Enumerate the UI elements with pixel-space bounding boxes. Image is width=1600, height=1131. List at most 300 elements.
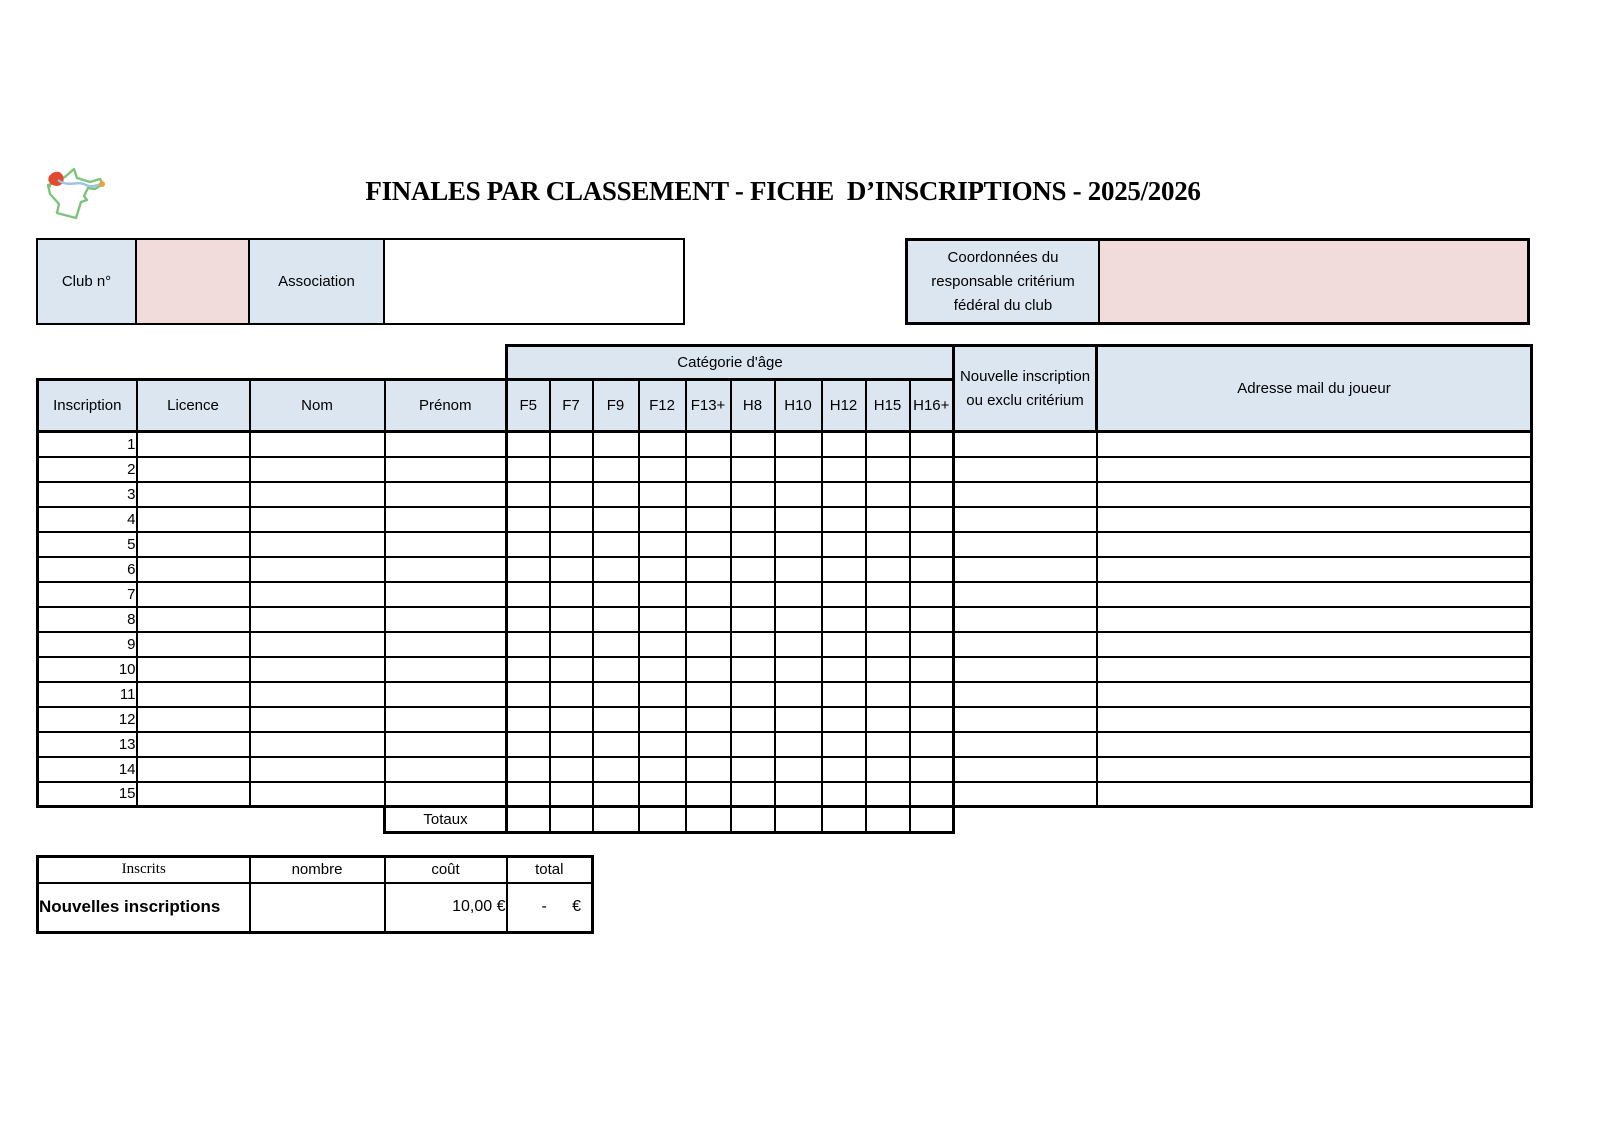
category-cell-h16+[interactable] xyxy=(910,757,954,782)
category-group-header: Catégorie d'âge xyxy=(507,346,954,380)
nouvelle-inscription-cell[interactable] xyxy=(954,557,1097,582)
category-cell-f5[interactable] xyxy=(507,757,550,782)
category-cell-f7[interactable] xyxy=(550,457,593,482)
row-number: 14 xyxy=(38,757,137,782)
adresse-mail-cell[interactable] xyxy=(1097,682,1532,707)
category-cell-h10[interactable] xyxy=(775,507,822,532)
total-header: total xyxy=(507,857,593,883)
category-cell-f7[interactable] xyxy=(550,732,593,757)
category-cell-h15[interactable] xyxy=(866,582,910,607)
header-spacer xyxy=(38,346,507,380)
category-cell-f7[interactable] xyxy=(550,682,593,707)
table-row-4 xyxy=(38,507,1532,532)
licence-cell[interactable] xyxy=(137,457,250,482)
category-cell-h12[interactable] xyxy=(822,607,866,632)
category-cell-h12[interactable] xyxy=(822,632,866,657)
category-cell-f12[interactable] xyxy=(639,532,686,557)
category-cell-h10[interactable] xyxy=(775,757,822,782)
category-cell-h12[interactable] xyxy=(822,757,866,782)
nom-cell[interactable] xyxy=(250,482,385,507)
category-cell-h8[interactable] xyxy=(731,682,775,707)
category-cell-h10[interactable] xyxy=(775,782,822,807)
nouvelle-inscription-cell[interactable] xyxy=(954,482,1097,507)
category-cell-f5[interactable] xyxy=(507,457,550,482)
licence-cell[interactable] xyxy=(137,632,250,657)
category-cell-f7[interactable] xyxy=(550,632,593,657)
category-header-h16+: H16+ xyxy=(910,380,954,432)
licence-cell[interactable] xyxy=(137,657,250,682)
category-cell-h10[interactable] xyxy=(775,482,822,507)
table-row-13 xyxy=(38,732,1532,757)
inscription-table xyxy=(36,344,1533,834)
total-dash: - xyxy=(541,898,547,916)
category-cell-f13+[interactable] xyxy=(686,782,731,807)
category-cell-f13+[interactable] xyxy=(686,582,731,607)
category-cell-h16+[interactable] xyxy=(910,457,954,482)
category-cell-h8[interactable] xyxy=(731,582,775,607)
prenom-cell[interactable] xyxy=(385,682,507,707)
category-header-f7: F7 xyxy=(550,380,593,432)
category-cell-h16+[interactable] xyxy=(910,482,954,507)
responsable-label: Coordonnées du responsable critérium fédéral du club xyxy=(908,241,1098,322)
category-cell-f7[interactable] xyxy=(550,507,593,532)
category-cell-f13+[interactable] xyxy=(686,432,731,457)
category-cell-f12[interactable] xyxy=(639,432,686,457)
category-cell-h8[interactable] xyxy=(731,732,775,757)
prenom-cell[interactable] xyxy=(385,582,507,607)
adresse-mail-cell[interactable] xyxy=(1097,707,1532,732)
category-cell-f12[interactable] xyxy=(639,707,686,732)
nouvelle-inscription-cell[interactable] xyxy=(954,732,1097,757)
category-cell-h15[interactable] xyxy=(866,682,910,707)
category-cell-h10[interactable] xyxy=(775,532,822,557)
category-cell-h10[interactable] xyxy=(775,657,822,682)
category-cell-h12[interactable] xyxy=(822,682,866,707)
licence-cell[interactable] xyxy=(137,707,250,732)
nom-cell[interactable] xyxy=(250,582,385,607)
category-cell-h15[interactable] xyxy=(866,607,910,632)
nouvelle-inscription-cell[interactable] xyxy=(954,507,1097,532)
table-row-3 xyxy=(38,482,1532,507)
category-cell-f7[interactable] xyxy=(550,607,593,632)
row-number: 15 xyxy=(38,782,137,807)
adresse-mail-cell[interactable] xyxy=(1097,532,1532,557)
nouvelle-inscription-cell[interactable] xyxy=(954,632,1097,657)
summary-table xyxy=(36,855,594,934)
row-number: 6 xyxy=(38,557,137,582)
licence-header: Licence xyxy=(137,380,250,432)
category-cell-h15[interactable] xyxy=(866,657,910,682)
cout-header: coût xyxy=(385,857,507,883)
category-cell-f5[interactable] xyxy=(507,582,550,607)
adresse-mail-cell[interactable] xyxy=(1097,657,1532,682)
total-cell-h10 xyxy=(775,807,822,833)
table-row-7 xyxy=(38,582,1532,607)
category-cell-h16+[interactable] xyxy=(910,557,954,582)
total-cell-h12 xyxy=(822,807,866,833)
category-cell-f5[interactable] xyxy=(507,507,550,532)
adresse-mail-cell[interactable] xyxy=(1097,507,1532,532)
category-cell-f13+[interactable] xyxy=(686,557,731,582)
category-cell-h10[interactable] xyxy=(775,457,822,482)
adresse-mail-cell[interactable] xyxy=(1097,782,1532,807)
category-cell-f5[interactable] xyxy=(507,782,550,807)
category-cell-f13+[interactable] xyxy=(686,657,731,682)
association-input[interactable] xyxy=(383,240,683,323)
category-cell-f13+[interactable] xyxy=(686,757,731,782)
category-cell-h8[interactable] xyxy=(731,707,775,732)
category-cell-h15[interactable] xyxy=(866,782,910,807)
licence-cell[interactable] xyxy=(137,557,250,582)
adresse-mail-cell[interactable] xyxy=(1097,457,1532,482)
category-cell-f13+[interactable] xyxy=(686,707,731,732)
category-cell-h10[interactable] xyxy=(775,557,822,582)
category-cell-h10[interactable] xyxy=(775,682,822,707)
table-row-11 xyxy=(38,682,1532,707)
category-cell-f12[interactable] xyxy=(639,607,686,632)
table-row-9 xyxy=(38,632,1532,657)
category-cell-f7[interactable] xyxy=(550,757,593,782)
category-cell-f12[interactable] xyxy=(639,732,686,757)
category-cell-h15[interactable] xyxy=(866,507,910,532)
prenom-cell[interactable] xyxy=(385,732,507,757)
category-cell-h10[interactable] xyxy=(775,632,822,657)
category-cell-f5[interactable] xyxy=(507,607,550,632)
category-cell-h12[interactable] xyxy=(822,782,866,807)
category-cell-h10[interactable] xyxy=(775,432,822,457)
category-cell-h8[interactable] xyxy=(731,457,775,482)
association-label: Association xyxy=(248,240,383,323)
category-band-row xyxy=(38,346,1532,380)
category-cell-h16+[interactable] xyxy=(910,682,954,707)
category-cell-h16+[interactable] xyxy=(910,607,954,632)
table-row-8 xyxy=(38,607,1532,632)
category-header-f5: F5 xyxy=(507,380,550,432)
prenom-cell[interactable] xyxy=(385,507,507,532)
category-cell-f9[interactable] xyxy=(593,657,639,682)
table-row-6 xyxy=(38,557,1532,582)
nouvelle-inscription-cell[interactable] xyxy=(954,457,1097,482)
category-cell-f9[interactable] xyxy=(593,782,639,807)
prenom-cell[interactable] xyxy=(385,432,507,457)
category-cell-f5[interactable] xyxy=(507,657,550,682)
category-cell-f9[interactable] xyxy=(593,457,639,482)
row-number: 12 xyxy=(38,707,137,732)
row-number: 4 xyxy=(38,507,137,532)
row-number: 2 xyxy=(38,457,137,482)
club-number-input[interactable] xyxy=(135,240,248,323)
inscrits-header: Inscrits xyxy=(38,857,250,883)
nom-cell[interactable] xyxy=(250,657,385,682)
category-cell-f9[interactable] xyxy=(593,682,639,707)
category-cell-f9[interactable] xyxy=(593,757,639,782)
total-cell-f7 xyxy=(550,807,593,833)
category-cell-f12[interactable] xyxy=(639,482,686,507)
nom-cell[interactable] xyxy=(250,532,385,557)
category-cell-f9[interactable] xyxy=(593,707,639,732)
category-cell-h8[interactable] xyxy=(731,632,775,657)
category-cell-f5[interactable] xyxy=(507,707,550,732)
category-cell-f9[interactable] xyxy=(593,507,639,532)
totals-left-spacer xyxy=(38,807,385,833)
prenom-cell[interactable] xyxy=(385,607,507,632)
prenom-cell[interactable] xyxy=(385,557,507,582)
category-cell-h15[interactable] xyxy=(866,557,910,582)
category-cell-f12[interactable] xyxy=(639,757,686,782)
category-cell-h15[interactable] xyxy=(866,457,910,482)
category-cell-f5[interactable] xyxy=(507,432,550,457)
licence-cell[interactable] xyxy=(137,732,250,757)
category-cell-h15[interactable] xyxy=(866,532,910,557)
category-cell-h16+[interactable] xyxy=(910,732,954,757)
prenom-cell[interactable] xyxy=(385,782,507,807)
category-cell-f12[interactable] xyxy=(639,507,686,532)
adresse-mail-cell[interactable] xyxy=(1097,607,1532,632)
category-cell-f5[interactable] xyxy=(507,532,550,557)
category-cell-h15[interactable] xyxy=(866,732,910,757)
category-cell-f13+[interactable] xyxy=(686,532,731,557)
category-cell-f12[interactable] xyxy=(639,657,686,682)
category-cell-h12[interactable] xyxy=(822,657,866,682)
page-title: FINALES PAR CLASSEMENT - FICHE D’INSCRIPTIONS - 2025/2026 xyxy=(365,176,1201,206)
licence-cell[interactable] xyxy=(137,532,250,557)
category-cell-f12[interactable] xyxy=(639,782,686,807)
nom-cell[interactable] xyxy=(250,557,385,582)
total-cell-f9 xyxy=(593,807,639,833)
category-header-h12: H12 xyxy=(822,380,866,432)
category-cell-h15[interactable] xyxy=(866,632,910,657)
table-row-12 xyxy=(38,707,1532,732)
category-cell-f7[interactable] xyxy=(550,657,593,682)
inscription-rows xyxy=(38,432,1532,807)
nouvelle-inscription-header: Nouvelle inscription ou exclu critérium xyxy=(954,346,1097,432)
nom-cell[interactable] xyxy=(250,632,385,657)
total-value xyxy=(507,883,593,933)
row-number: 7 xyxy=(38,582,137,607)
table-row-14 xyxy=(38,757,1532,782)
nouvelle-inscription-cell[interactable] xyxy=(954,782,1097,807)
category-cell-f9[interactable] xyxy=(593,732,639,757)
table-row-5 xyxy=(38,532,1532,557)
category-cell-f13+[interactable] xyxy=(686,507,731,532)
category-cell-h12[interactable] xyxy=(822,432,866,457)
category-cell-h16+[interactable] xyxy=(910,782,954,807)
category-cell-f13+[interactable] xyxy=(686,482,731,507)
row-number: 5 xyxy=(38,532,137,557)
category-cell-f9[interactable] xyxy=(593,582,639,607)
nom-cell[interactable] xyxy=(250,682,385,707)
category-cell-f5[interactable] xyxy=(507,732,550,757)
category-cell-h12[interactable] xyxy=(822,582,866,607)
category-header-h15: H15 xyxy=(866,380,910,432)
adresse-mail-cell[interactable] xyxy=(1097,732,1532,757)
category-cell-h15[interactable] xyxy=(866,432,910,457)
category-cell-f9[interactable] xyxy=(593,632,639,657)
nouvelle-inscription-cell[interactable] xyxy=(954,582,1097,607)
nom-cell[interactable] xyxy=(250,607,385,632)
category-cell-f5[interactable] xyxy=(507,482,550,507)
category-cell-h8[interactable] xyxy=(731,607,775,632)
category-cell-f12[interactable] xyxy=(639,632,686,657)
category-cell-f7[interactable] xyxy=(550,582,593,607)
category-cell-f13+[interactable] xyxy=(686,457,731,482)
category-cell-f7[interactable] xyxy=(550,557,593,582)
adresse-mail-cell[interactable] xyxy=(1097,482,1532,507)
total-cell-h15 xyxy=(866,807,910,833)
category-cell-f12[interactable] xyxy=(639,457,686,482)
adresse-mail-cell[interactable] xyxy=(1097,582,1532,607)
nom-cell[interactable] xyxy=(250,707,385,732)
nouvelle-inscription-cell[interactable] xyxy=(954,607,1097,632)
row-number: 3 xyxy=(38,482,137,507)
category-cell-f5[interactable] xyxy=(507,682,550,707)
category-cell-h8[interactable] xyxy=(731,482,775,507)
inscription-header: Inscription xyxy=(38,380,137,432)
category-cell-f9[interactable] xyxy=(593,482,639,507)
category-cell-h16+[interactable] xyxy=(910,532,954,557)
total-currency: € xyxy=(572,898,581,916)
adresse-mail-cell[interactable] xyxy=(1097,757,1532,782)
nouvelles-inscriptions-label: Nouvelles inscriptions xyxy=(38,883,250,933)
adresse-mail-header: Adresse mail du joueur xyxy=(1097,346,1532,432)
category-cell-f7[interactable] xyxy=(550,482,593,507)
table-row-1 xyxy=(38,432,1532,457)
category-cell-f5[interactable] xyxy=(507,557,550,582)
category-cell-h8[interactable] xyxy=(731,657,775,682)
club-association-box xyxy=(36,238,685,325)
category-cell-h8[interactable] xyxy=(731,532,775,557)
nouvelle-inscription-cell[interactable] xyxy=(954,707,1097,732)
category-cell-f13+[interactable] xyxy=(686,632,731,657)
totals-right-ghost xyxy=(954,807,1532,833)
nom-cell[interactable] xyxy=(250,457,385,482)
category-cell-h10[interactable] xyxy=(775,732,822,757)
summary-header-row xyxy=(38,857,593,883)
category-cell-f12[interactable] xyxy=(639,582,686,607)
totals-label: Totaux xyxy=(385,807,507,833)
category-cell-h15[interactable] xyxy=(866,482,910,507)
category-cell-h12[interactable] xyxy=(822,457,866,482)
category-cell-h8[interactable] xyxy=(731,782,775,807)
responsable-box xyxy=(905,238,1530,325)
category-cell-f9[interactable] xyxy=(593,532,639,557)
category-cell-h12[interactable] xyxy=(822,532,866,557)
category-cell-h12[interactable] xyxy=(822,507,866,532)
row-number: 10 xyxy=(38,657,137,682)
category-cell-h8[interactable] xyxy=(731,507,775,532)
licence-cell[interactable] xyxy=(137,482,250,507)
category-cell-f13+[interactable] xyxy=(686,732,731,757)
table-row-2 xyxy=(38,457,1532,482)
category-cell-h12[interactable] xyxy=(822,732,866,757)
category-header-h10: H10 xyxy=(775,380,822,432)
category-cell-f13+[interactable] xyxy=(686,607,731,632)
prenom-cell[interactable] xyxy=(385,457,507,482)
category-cell-h16+[interactable] xyxy=(910,582,954,607)
responsable-input[interactable] xyxy=(1098,241,1527,322)
category-cell-h10[interactable] xyxy=(775,582,822,607)
nom-cell[interactable] xyxy=(250,782,385,807)
nouvelle-inscription-cell[interactable] xyxy=(954,657,1097,682)
category-cell-h15[interactable] xyxy=(866,707,910,732)
nom-cell[interactable] xyxy=(250,732,385,757)
prenom-cell[interactable] xyxy=(385,757,507,782)
nouvelle-inscription-cell[interactable] xyxy=(954,532,1097,557)
adresse-mail-cell[interactable] xyxy=(1097,432,1532,457)
nom-cell[interactable] xyxy=(250,507,385,532)
licence-cell[interactable] xyxy=(137,582,250,607)
nouvelle-inscription-cell[interactable] xyxy=(954,757,1097,782)
category-cell-h12[interactable] xyxy=(822,707,866,732)
nom-header: Nom xyxy=(250,380,385,432)
category-cell-h8[interactable] xyxy=(731,757,775,782)
prenom-cell[interactable] xyxy=(385,707,507,732)
category-cell-h16+[interactable] xyxy=(910,632,954,657)
category-cell-f7[interactable] xyxy=(550,782,593,807)
total-cell-f13+ xyxy=(686,807,731,833)
category-cell-f7[interactable] xyxy=(550,707,593,732)
category-cell-h10[interactable] xyxy=(775,607,822,632)
adresse-mail-cell[interactable] xyxy=(1097,557,1532,582)
category-header-f12: F12 xyxy=(639,380,686,432)
nom-cell[interactable] xyxy=(250,757,385,782)
prenom-cell[interactable] xyxy=(385,657,507,682)
category-cell-f12[interactable] xyxy=(639,557,686,582)
category-cell-h8[interactable] xyxy=(731,557,775,582)
licence-cell[interactable] xyxy=(137,682,250,707)
category-cell-f7[interactable] xyxy=(550,532,593,557)
nouvelle-inscription-cell[interactable] xyxy=(954,432,1097,457)
licence-cell[interactable] xyxy=(137,782,250,807)
category-cell-h16+[interactable] xyxy=(910,707,954,732)
category-cell-f7[interactable] xyxy=(550,432,593,457)
nombre-input[interactable] xyxy=(250,883,385,933)
nouvelle-inscription-cell[interactable] xyxy=(954,682,1097,707)
row-number: 8 xyxy=(38,607,137,632)
prenom-cell[interactable] xyxy=(385,532,507,557)
category-cell-h10[interactable] xyxy=(775,707,822,732)
adresse-mail-cell[interactable] xyxy=(1097,632,1532,657)
category-cell-h16+[interactable] xyxy=(910,657,954,682)
nom-cell[interactable] xyxy=(250,432,385,457)
prenom-cell[interactable] xyxy=(385,632,507,657)
prenom-cell[interactable] xyxy=(385,482,507,507)
category-cell-h16+[interactable] xyxy=(910,432,954,457)
row-number: 1 xyxy=(38,432,137,457)
licence-cell[interactable] xyxy=(137,432,250,457)
category-cell-f12[interactable] xyxy=(639,682,686,707)
club-number-label: Club n° xyxy=(38,240,135,323)
category-cell-h12[interactable] xyxy=(822,557,866,582)
category-cell-f9[interactable] xyxy=(593,432,639,457)
category-cell-f9[interactable] xyxy=(593,607,639,632)
licence-cell[interactable] xyxy=(137,607,250,632)
category-cell-h15[interactable] xyxy=(866,757,910,782)
nombre-header: nombre xyxy=(250,857,385,883)
licence-cell[interactable] xyxy=(137,507,250,532)
cout-value: 10,00 € xyxy=(385,883,507,933)
category-cell-f5[interactable] xyxy=(507,632,550,657)
prenom-header: Prénom xyxy=(385,380,507,432)
category-cell-h12[interactable] xyxy=(822,482,866,507)
category-cell-f13+[interactable] xyxy=(686,682,731,707)
category-cell-h8[interactable] xyxy=(731,432,775,457)
table-row-10 xyxy=(38,657,1532,682)
category-cell-f9[interactable] xyxy=(593,557,639,582)
licence-cell[interactable] xyxy=(137,757,250,782)
category-cell-h16+[interactable] xyxy=(910,507,954,532)
table-row-15 xyxy=(38,782,1532,807)
